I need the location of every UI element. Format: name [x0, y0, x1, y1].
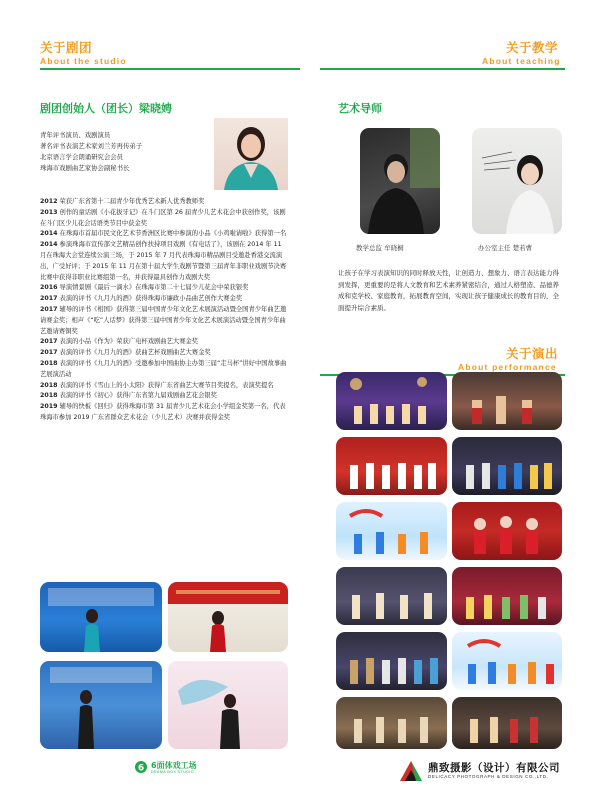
bio-line: 北京语言学会朗诵研究会会员 — [40, 153, 124, 161]
stage-photo — [40, 661, 162, 749]
award-item: 2012 荣获广东省第十二届青少年优秀艺术新人优秀教师奖 — [40, 198, 205, 205]
award-item: 2017 表演的评书《九月九的酒》获得珠海市廉政小品曲艺创作大赛金奖 — [40, 295, 243, 303]
studio-section-title: 关于剧团 — [40, 40, 93, 55]
performance-section-subtitle: About performance — [458, 362, 557, 372]
photography-brand-en: DELICACY PHOTOGRAPH & DESIGN CO.,LTD. — [428, 773, 549, 779]
performance-photo — [336, 437, 447, 495]
performance-photo — [452, 632, 562, 690]
performance-photo — [336, 697, 447, 749]
award-item: 2013 创作的童话剧《小花拔牙记》在斗门区第 26 届青少儿艺术花会中获创作奖，该剧在斗门区少儿花会话语类节目中获金奖 — [40, 208, 286, 227]
bio-line: 珠海市戏剧曲艺家协会副秘书长 — [40, 164, 130, 172]
founder-heading: 剧团创始人（团长）梁晓娉 — [40, 102, 172, 115]
svg-text:6: 6 — [137, 763, 145, 774]
stage-photo — [168, 661, 288, 749]
performance-photo — [336, 567, 447, 625]
performance-photo — [452, 697, 562, 749]
bio-line: 著名评书表演艺术家刘兰芳再传弟子 — [40, 142, 143, 150]
mentor-caption: 教学总监 牟晓桐 — [356, 244, 404, 252]
studio-brand-name: 6面体戏工场 — [151, 760, 197, 770]
founder-portrait — [214, 118, 288, 190]
awards-list — [40, 197, 288, 424]
award-item: 2019 辅导的快板《回归》获得珠海市第 31 届青少儿艺术花会小学组金奖第一名，代表珠海市参加 2019 广东省群众艺术花会（少儿艺术）决赛并获得金奖 — [40, 403, 286, 421]
performance-photo — [336, 502, 447, 560]
bio-line: 青年评书演员、戏剧演员 — [40, 131, 111, 139]
award-item: 2018 表演的评书《初心》获得广东省第九届戏剧曲艺花会银奖 — [40, 392, 217, 400]
mentor-photo — [360, 128, 440, 234]
performance-photo — [336, 632, 447, 690]
award-item: 2016 导演情景剧《最后一滴水》在珠海市第二十七届少儿花会中荣获银奖 — [40, 284, 249, 292]
mentor-heading: 艺术导师 — [338, 102, 382, 115]
divider — [40, 68, 300, 70]
photography-logo-icon — [398, 757, 424, 783]
divider — [320, 68, 565, 70]
stage-photo — [168, 582, 288, 652]
award-item: 2017 表演的评书《九月九的酒》获曲艺杯戏剧曲艺大赛金奖 — [40, 349, 211, 357]
award-item: 2018 表演的评书《九月九的酒》受邀参加中国曲协主办第三届“走马杯”讲好中国故事曲艺展演活动 — [40, 359, 287, 378]
studio-logo — [134, 760, 197, 774]
teaching-section-title: 关于教学 — [506, 40, 559, 55]
photography-logo — [398, 757, 560, 783]
award-item: 2014 在珠海市首届市民文化艺术节香洲区比赛中参演的小品《小鸡啦请啦》获得第一名 — [40, 230, 287, 238]
performance-photo — [452, 567, 562, 625]
studio-brand-en: DRAMA BOX STUDIO — [151, 769, 195, 774]
teaching-section-subtitle: About teaching — [482, 56, 561, 66]
mentor-photo — [472, 128, 562, 234]
performance-photo — [452, 372, 562, 430]
performance-section-title: 关于演出 — [506, 346, 559, 361]
teaching-paragraph: 让孩子在学习表演知识的同时释放天性，让创造力、想象力、语言表达能力得到发挥，更重要的是将人文教育和艺术素养紧密结合，通过人格塑造、品德养成和克学校、家庭教育，拓展教育空间，实现让孩子健康成长的教育目的，全面提升综合素质。 — [338, 269, 559, 312]
award-item: 2017 表演的小品《作为》荣获广电杯戏剧曲艺大赛金奖 — [40, 338, 199, 346]
performance-photo — [452, 502, 562, 560]
photography-brand-name: 鼎致摄影（设计）有限公司 — [428, 761, 560, 774]
founder-bio — [40, 130, 142, 174]
mentor-caption: 办公室主任 楚若曹 — [478, 244, 533, 252]
studio-section-subtitle: About the studio — [40, 56, 127, 66]
award-item: 2017 辅导的评书《相国》获得第三届中国青少年文化艺术展演活动暨全国青少年曲艺邀请赛金奖；相声《“吃”人话梦》获得第三届中国青少年文化艺术展演活动暨全国青少年曲艺邀请赛铜奖 — [40, 305, 287, 335]
award-item: 2014 参演珠海市宣传部文艺精品创作扶持项目戏剧《有电话了》，该剧在 2014 年 11 月在珠海大会堂连续公演三场，于 2015 年 7 月代表珠海市精品剧目受邀赴香港交流演出，广受好评；于 2015 年 11 月在第十届大学生戏剧节暨第三届青年非职业戏剧节决赛比赛中获得非职业比赛组第一名，并获得最具创作力戏剧大奖 — [40, 241, 287, 281]
stage-photo — [40, 582, 162, 652]
award-item: 2018 表演的评书《雪山上的小太阳》获得广东省曲艺大赛节目奖提名，表演奖提名 — [40, 381, 274, 389]
studio-logo-icon — [134, 760, 148, 774]
performance-photo — [336, 372, 447, 430]
performance-photo — [452, 437, 562, 495]
